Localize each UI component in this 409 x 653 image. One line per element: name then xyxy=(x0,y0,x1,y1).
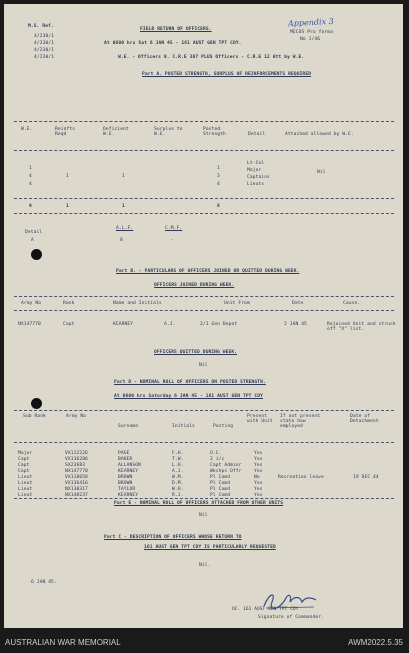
ms-ref-label: M.S. Ref. xyxy=(28,24,54,29)
roll-present: Yes xyxy=(254,451,263,456)
divider xyxy=(14,410,394,411)
roll-army-no: NX147770 xyxy=(65,469,88,474)
part-b-heading: Part B. - PARTICULARS OF OFFICERS JOINED OR QUITTED DURING WEEK. xyxy=(116,269,300,274)
part-d-subheading: At 0600 hrs Saturday 6 JAN 45 - 161 AUST GEN TPT COY xyxy=(114,394,264,399)
total-reinfts: 1 xyxy=(66,204,69,209)
detail-3: Captains xyxy=(247,175,270,180)
roll-initials: T.W. xyxy=(172,457,184,462)
part-c-value: Nil. xyxy=(199,563,211,568)
total-posted: 8 xyxy=(217,204,220,209)
joined-col-name: Name and Initials xyxy=(113,301,162,306)
roll-rank: Capt xyxy=(18,469,30,474)
total-deficient: 1 xyxy=(122,204,125,209)
divider xyxy=(14,498,394,499)
roll-army-no: SX23683 xyxy=(65,463,86,468)
joined-col-rank: Rank xyxy=(63,301,75,306)
roll-present: Yes xyxy=(254,487,263,492)
joined-army-no: NX147770 xyxy=(18,322,41,327)
col-detail: Detail xyxy=(248,132,266,137)
roll-initials: D.M. xyxy=(172,481,184,486)
roll-initials: R.J. xyxy=(172,493,184,498)
roll-col-surname: Surname xyxy=(118,424,139,429)
deficient-value: 1 xyxy=(122,174,125,179)
joined-col-unit-from: Unit From xyxy=(224,301,250,306)
punch-hole-top xyxy=(31,249,42,260)
ref-1: 4/230/1 xyxy=(34,34,55,39)
roll-initials: W.M. xyxy=(172,475,184,480)
roll-col-employed: If not present state how employed xyxy=(280,414,321,429)
roll-surname: BROWN xyxy=(118,475,133,480)
detail-value: A xyxy=(31,238,34,243)
divider xyxy=(14,310,394,311)
part-e-value: Nil xyxy=(199,513,208,518)
col-posted: Posted Strength xyxy=(203,127,226,137)
roll-surname: BROWN xyxy=(118,481,133,486)
roll-surname: KEARNEY xyxy=(118,493,139,498)
signature-name: OC. 161 AUST GEN TPT COY xyxy=(232,607,299,612)
roll-detachment: 19 DEC 44 xyxy=(353,475,379,480)
we-1: 1 xyxy=(29,166,32,171)
roll-posting: Capt Adminr xyxy=(210,463,242,468)
posted-3: 4 xyxy=(217,182,220,187)
roll-surname: TAYLOR xyxy=(118,487,136,492)
cmf-value: - xyxy=(171,238,174,243)
roll-posting: Pl Comd xyxy=(210,487,231,492)
document-sheet xyxy=(4,4,403,628)
roll-army-no: VX136416 xyxy=(65,481,88,486)
roll-surname: BAKER xyxy=(118,457,133,462)
detail-1: Lt-Col xyxy=(247,161,265,166)
cmf-label: C.M.F. xyxy=(165,226,183,231)
joined-col-cause: Cause. xyxy=(343,301,361,306)
posted-1: 1 xyxy=(217,166,220,171)
ref-4: 4/230/1 xyxy=(34,55,55,60)
roll-posting: 2 i/c xyxy=(210,457,225,462)
roll-posting: Pl Comd xyxy=(210,481,231,486)
ref-3: 4/230/1 xyxy=(34,48,55,53)
roll-rank: Capt xyxy=(18,463,30,468)
roll-col-detachment: Date of Detachment xyxy=(350,414,379,424)
punch-hole-bottom xyxy=(31,398,42,409)
reinfts-value: 1 xyxy=(66,174,69,179)
handwritten-annotation: Appendix 3 xyxy=(287,16,334,29)
roll-army-no: VX136286 xyxy=(65,457,88,462)
page-title: FIELD RETURN OF OFFICERS. xyxy=(140,27,212,32)
roll-posting: Wkshps Offr xyxy=(210,469,242,474)
part-e-heading: Part E - NOMINAL ROLL OF OFFICERS ATTACHED FROM OTHER UNITS xyxy=(114,501,284,506)
form-number: No 1/46 xyxy=(300,37,321,42)
joined-cause: Rejoined Unit and struck off "X" list. xyxy=(327,322,396,332)
roll-initials: W.H. xyxy=(172,487,184,492)
we-line: W.E. - Officers 9. C.R.E 387 PLUS Officers - C.R.E 12 Att by W.E. xyxy=(118,55,305,60)
roll-col-posting: Posting xyxy=(213,424,234,429)
roll-col-initials: Initials xyxy=(172,424,195,429)
roll-surname: KEARNEY xyxy=(118,469,139,474)
roll-present: Yes xyxy=(254,457,263,462)
roll-col-army-no: Army No xyxy=(66,414,87,419)
roll-present: Yes xyxy=(254,463,263,468)
detail-4: Lieuts xyxy=(247,182,265,187)
detail-label: Detail xyxy=(25,230,43,235)
roll-initials: L.H. xyxy=(172,463,184,468)
at-line: At 0600 hrs Sat 6 JAN 45 - 161 AUST GEN TPT COY. xyxy=(104,41,242,46)
joined-heading: OFFICERS JOINED DURING WEEK. xyxy=(154,283,235,288)
col-deficient: Deficient W.E. xyxy=(103,127,129,137)
roll-posting: Pl Comd xyxy=(210,475,231,480)
col-attached: Attached allowed by W.E. xyxy=(285,132,354,137)
part-c-heading-1: Part C - DESCRIPTION OF OFFICERS WHOSE RETURN TO xyxy=(104,535,242,540)
roll-rank: Lieut xyxy=(18,481,33,486)
we-2: 4 xyxy=(29,174,32,179)
col-reinfts: Reinfts Reqd xyxy=(55,127,76,137)
signature-label: Signature of Commander. xyxy=(258,615,324,620)
quitted-value: Nil xyxy=(199,363,208,368)
alf-label: A.L.F. xyxy=(116,226,134,231)
joined-initials: A.J. xyxy=(164,322,176,327)
roll-posting: Pl Comd xyxy=(210,493,231,498)
footer-reference: AWM2022.5.35 xyxy=(348,638,403,647)
mecos-pro-forma: MECOS Pro forma xyxy=(290,30,333,35)
roll-posting: O.C. xyxy=(210,451,222,456)
part-d-heading: Part D - NOMINAL ROLL OF OFFICERS ON POSTED STRENGTH. xyxy=(114,380,266,385)
roll-surname: PAGE xyxy=(118,451,130,456)
joined-rank: Capt xyxy=(63,322,75,327)
footer-bar xyxy=(0,634,409,653)
joined-surname: KEARNEY xyxy=(113,322,134,327)
divider xyxy=(14,213,394,214)
part-a-heading: Part A. POSTED STRENGTH, SURPLUS OF REINFORCEMENTS REQUIRED xyxy=(142,72,312,77)
roll-rank: Lieut xyxy=(18,487,33,492)
roll-initials: A.J. xyxy=(172,469,184,474)
divider xyxy=(14,442,394,443)
roll-army-no: NX140237 xyxy=(65,493,88,498)
col-we: W.E. xyxy=(21,127,33,132)
roll-rank: Major xyxy=(18,451,33,456)
divider xyxy=(14,198,394,199)
divider xyxy=(14,150,394,151)
roll-army-no: VX112226 xyxy=(65,451,88,456)
detail-2: Major xyxy=(247,168,262,173)
roll-rank: Capt xyxy=(18,457,30,462)
total-we: 9 xyxy=(29,204,32,209)
posted-2: 3 xyxy=(217,174,220,179)
roll-present: Yes xyxy=(254,493,263,498)
joined-col-army-no: Army No xyxy=(21,301,42,306)
joined-col-date: Date xyxy=(292,301,304,306)
roll-rank: Lieut xyxy=(18,493,33,498)
col-surplus: Surplus to W.E. xyxy=(154,127,183,137)
roll-army-no: VX118658 xyxy=(65,475,88,480)
roll-present: No xyxy=(254,475,260,480)
roll-col-present: Present with Unit xyxy=(247,414,273,424)
document-date: 6 JAN 45. xyxy=(31,580,57,585)
roll-present: Yes xyxy=(254,481,263,486)
attached-value: Nil xyxy=(317,170,326,175)
roll-present: Yes xyxy=(254,469,263,474)
footer-institution: AUSTRALIAN WAR MEMORIAL xyxy=(5,638,121,647)
part-c-heading-2: 161 AUST GEN TPT COY IS PARTICULARLY REQUESTED xyxy=(144,545,276,550)
divider xyxy=(14,121,394,122)
joined-date: 2 JAN 45 xyxy=(284,322,307,327)
we-3: 4 xyxy=(29,182,32,187)
roll-col-rank: Sub Rank xyxy=(23,414,46,419)
roll-rank: Lieut xyxy=(18,475,33,480)
divider xyxy=(14,296,394,297)
alf-value: 8 xyxy=(120,238,123,243)
quitted-heading: OFFICERS QUITTED DURING WEEK. xyxy=(154,350,238,355)
roll-initials: F.H. xyxy=(172,451,184,456)
roll-employed: Recreation leave xyxy=(278,475,324,480)
ref-2: 4/230/1 xyxy=(34,41,55,46)
roll-army-no: NX130317 xyxy=(65,487,88,492)
roll-surname: ALLANSON xyxy=(118,463,141,468)
joined-unit: 2/1 Gen Depot xyxy=(200,322,238,327)
